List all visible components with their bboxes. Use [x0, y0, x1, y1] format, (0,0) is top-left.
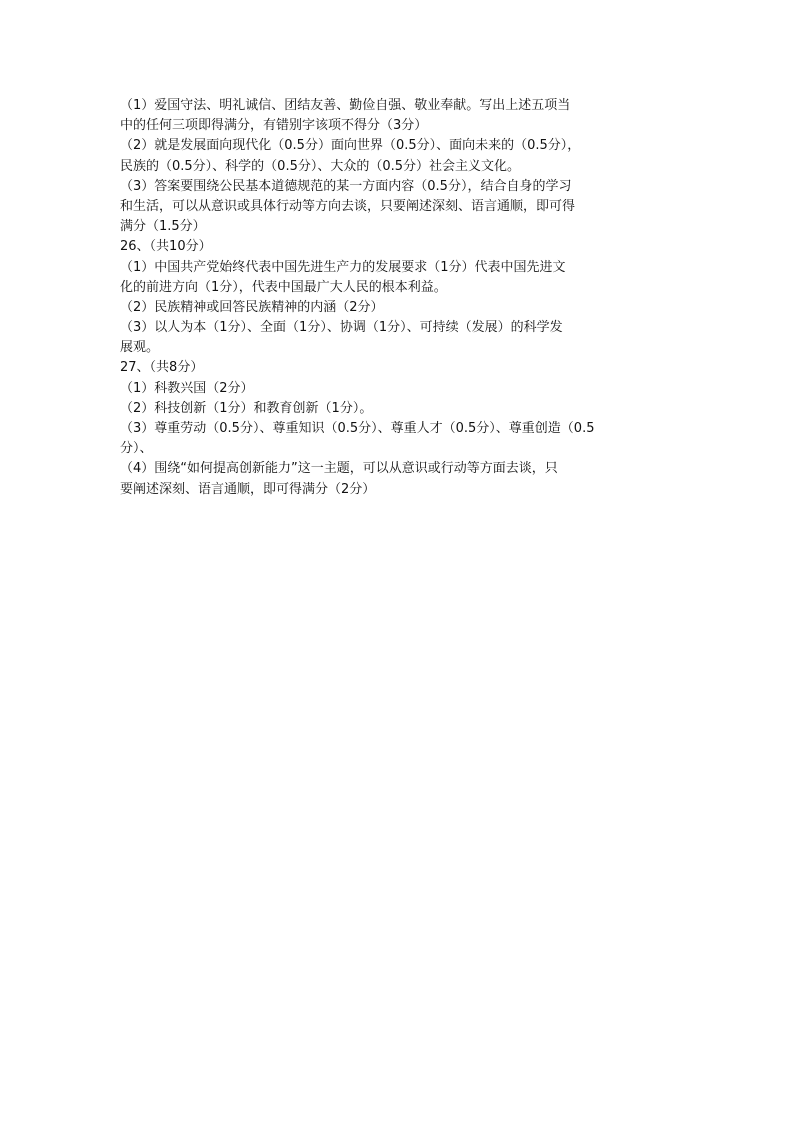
- text-line-5: （3）答案要围绕公民基本道德规范的某一方面内容（0.5分），结合自身的学习: [120, 178, 572, 194]
- text-line-4: 民族的（0.5分）、科学的（0.5分）、大众的（0.5分）社会主义文化。: [120, 158, 521, 174]
- text-line-2: 中的任何三项即得满分，有错别字该项不得分（3分）: [120, 118, 428, 134]
- text-line-13: 展观。: [120, 340, 160, 356]
- text-line-11: （2）民族精神或回答民族精神的内涵（2分）: [120, 299, 384, 315]
- question-heading-27: 27、（共8分）: [120, 360, 204, 376]
- text-line-10: 化的前进方向（1分），代表中国最广大人民的根本利益。: [120, 279, 447, 295]
- text-line-15: （1）科教兴国（2分）: [120, 380, 254, 396]
- text-line-12: （3）以人为本（1分）、全面（1分）、协调（1分）、可持续（发展）的科学发: [120, 320, 563, 336]
- text-line-7: 满分（1.5分）: [120, 219, 206, 235]
- text-line-17: （3）尊重劳动（0.5分）、尊重知识（0.5分）、尊重人才（0.5分）、尊重创造（0.5: [120, 421, 595, 436]
- text-line-1: （1）爱国守法、明礼诚信、团结友善、勤俭自强、敬业奉献。写出上述五项当: [120, 98, 571, 113]
- text-line-6: 和生活，可以从意识或具体行动等方向去谈，只要阐述深刻、语言通顺，即可得: [120, 198, 576, 214]
- text-line-19: （4）围绕“如何提高创新能力”这一主题，可以从意识或行动等方面去谈，只: [120, 461, 558, 477]
- text-line-9: （1）中国共产党始终代表中国先进生产力的发展要求（1分）代表中国先进文: [120, 259, 566, 275]
- text-line-20: 要阐述深刻、语言通顺，即可得满分（2分）: [120, 481, 376, 497]
- answer-text-block: [120, 96, 650, 500]
- text-line-3: （2）就是发展面向现代化（0.5分）面向世界（0.5分）、面向未来的（0.5分），: [120, 138, 581, 154]
- text-line-18: 分）、: [120, 441, 153, 457]
- text-line-16: （2）科技创新（1分）和教育创新（1分）。: [120, 400, 373, 416]
- question-heading-26: 26、（共10分）: [120, 239, 212, 255]
